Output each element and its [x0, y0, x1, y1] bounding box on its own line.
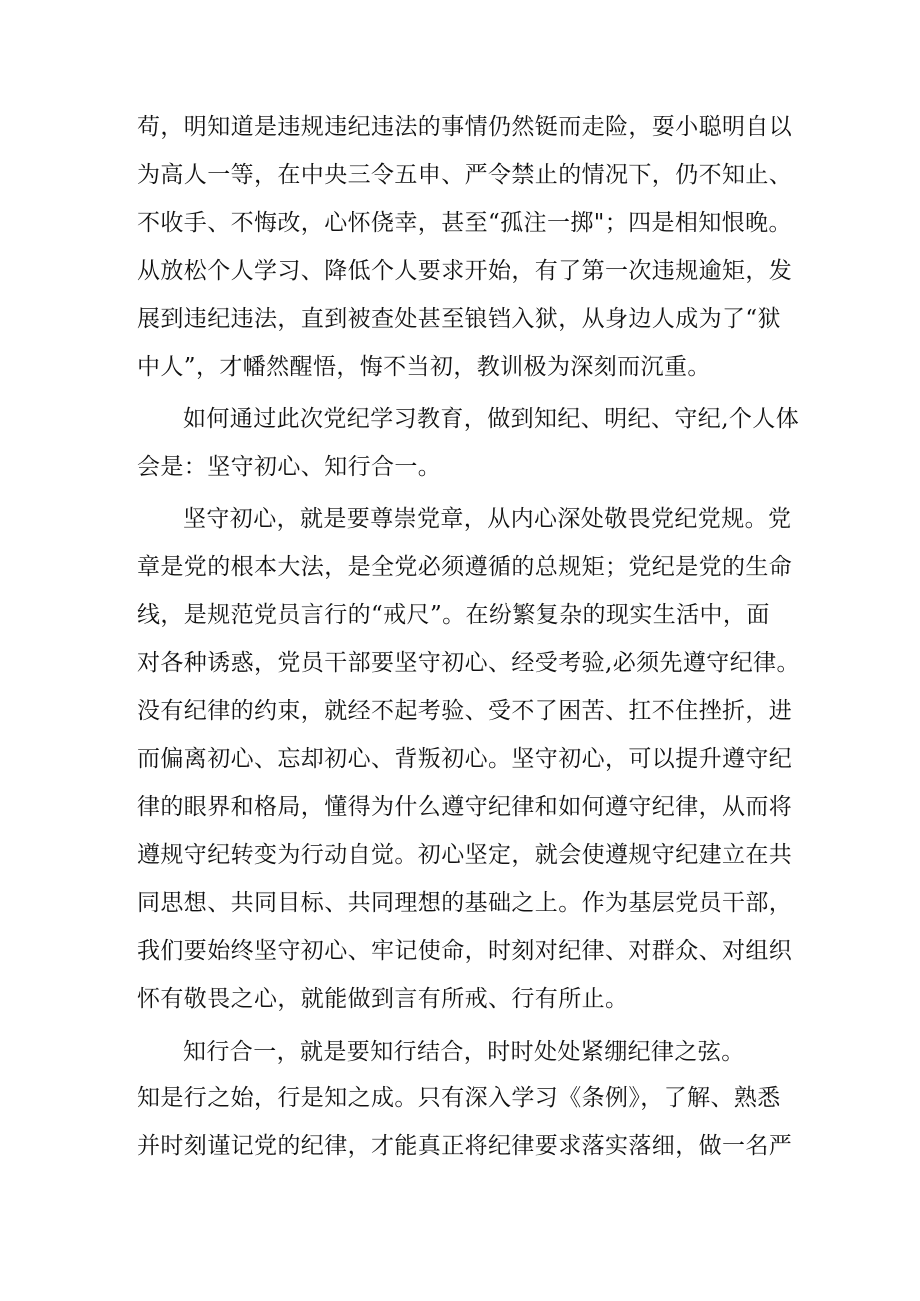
text-line: 律的眼界和格局，懂得为什么遵守纪律和如何遵守纪律，从而将: [137, 794, 793, 820]
paragraph-start-line: 知行合一，就是要知行结合，时时处处紧绷纪律之弦。: [183, 1039, 745, 1065]
text-line: 没有纪律的约束，就经不起考验、受不了困苦、扛不住挫折，进: [137, 698, 793, 724]
text-line: 遵规守纪转变为行动自觉。初心坚定，就会使遵规守纪建立在共: [137, 842, 793, 868]
text-line: 章是党的根本大法，是全党必须遵循的总规矩；党纪是党的生命: [137, 554, 793, 580]
text-line: 我们要始终坚守初心、牢记使命，时刻对纪律、对群众、对组织: [137, 938, 793, 964]
text-line: 中人”，才幡然醒悟，悔不当初，教训极为深刻而沉重。: [137, 354, 711, 380]
text-line: 苟，明知道是违规违纪违法的事情仍然铤而走险，耍小聪明自以: [137, 114, 793, 140]
text-line: 同思想、共同目标、共同理想的基础之上。作为基层党员干部，: [137, 890, 793, 916]
text-line: 展到违纪违法，直到被查处甚至锒铛入狱，从身边人成为了“狱: [137, 306, 781, 332]
text-line: 为高人一等，在中央三令五申、严令禁止的情况下，仍不知止、: [137, 162, 793, 188]
text-line: 而偏离初心、忘却初心、背叛初心。坚守初心，可以提升遵守纪: [137, 746, 793, 772]
text-line: 从放松个人学习、降低个人要求开始，有了第一次违规逾矩，发: [137, 258, 793, 284]
text-line: 会是：坚守初心、知行合一。: [137, 454, 442, 480]
text-line: 对各种诱惑，党员干部要坚守初心、经受考验,必须先遵守纪律。: [137, 650, 800, 676]
paragraph-start-line: 如何通过此次党纪学习教育，做到知纪、明纪、守纪,个人体: [183, 406, 800, 432]
text-line: 怀有敬畏之心，就能做到言有所戒、行有所止。: [137, 986, 629, 1012]
text-line: 不收手、不悔改，心怀侥幸，甚至“孤注一掷"；四是相知恨晚。: [137, 210, 792, 236]
text-line: 并时刻谨记党的纪律，才能真正将纪律要求落实落细，做一名严: [137, 1133, 793, 1159]
text-line: 线，是规范党员言行的“戒尺”。在纷繁复杂的现实生活中，面: [137, 602, 770, 628]
text-line: 知是行之始，行是知之成。只有深入学习《条例》，了解、熟悉: [137, 1085, 781, 1111]
paragraph-start-line: 坚守初心，就是要尊崇党章，从内心深处敬畏党纪党规。党: [183, 506, 792, 532]
